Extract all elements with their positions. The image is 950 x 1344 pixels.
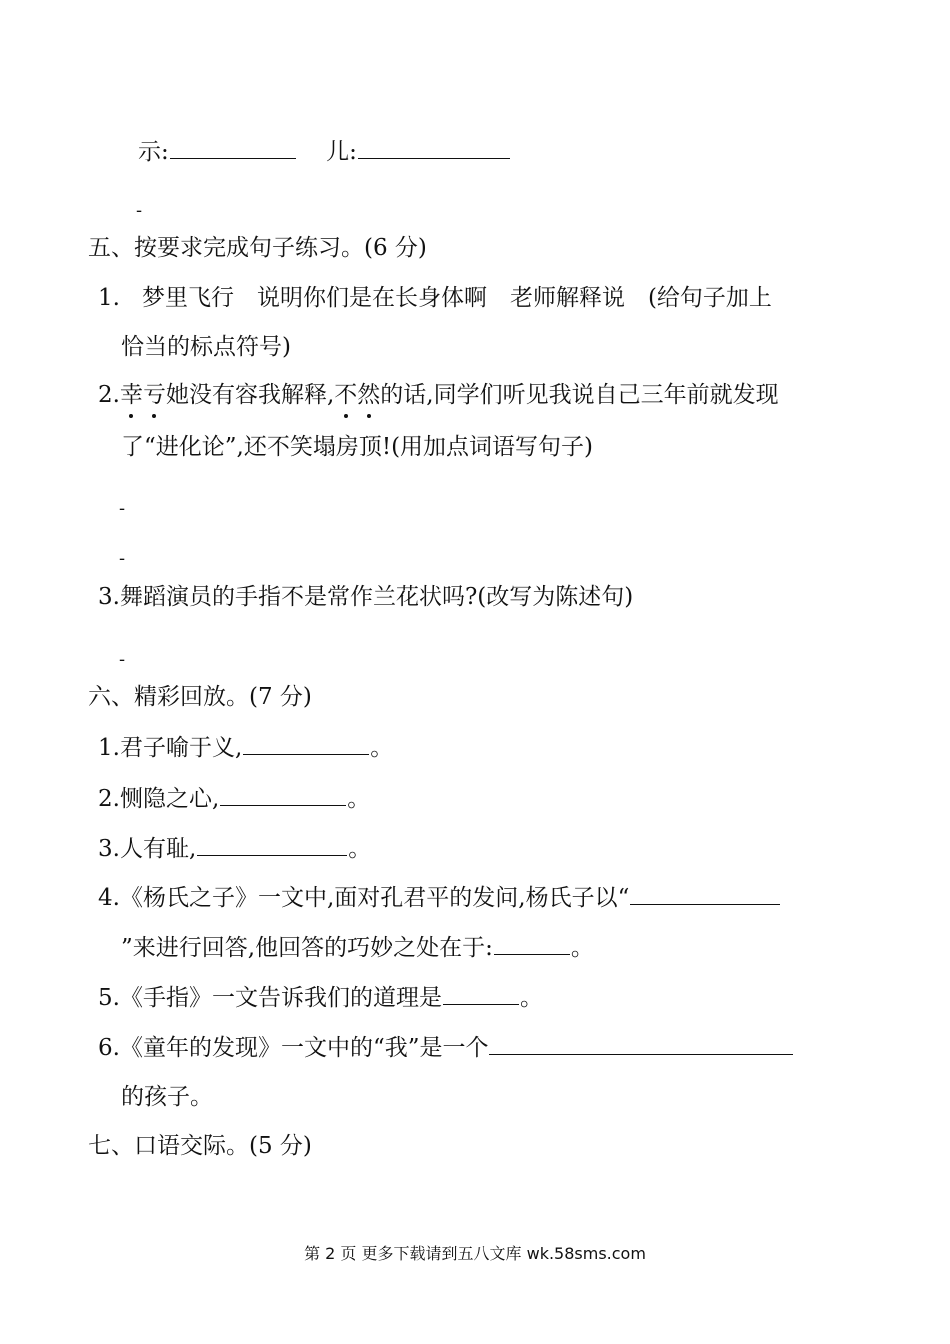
question-text: 2.恻隐之心, (98, 786, 220, 812)
answer-blank[interactable] (443, 982, 519, 1005)
dotted-char: 亏 (142, 382, 166, 408)
dotted-char: 然 (357, 382, 381, 408)
answer-blank[interactable] (243, 732, 369, 755)
question-text: ”来进行回答,他回答的巧妙之处在于: (121, 935, 493, 961)
s6-question-4-cont (121, 932, 594, 963)
answer-blank[interactable] (489, 1032, 793, 1055)
s6-question-4 (98, 882, 781, 913)
section-5-title: 五、按要求完成句子练习。(6 分) (88, 235, 427, 261)
s5-question-2-cont: 了“进化论”,还不笑塌房顶!(用加点词语写句子) (121, 434, 594, 460)
question-text: 4.《杨氏之子》一文中,面对孔君平的发问,杨氏子以“ (98, 885, 630, 911)
carryover-line (138, 136, 511, 167)
carryover-label-a: 示: (138, 139, 169, 165)
answer-line-dash: - (136, 200, 143, 221)
dotted-char: 幸 (119, 382, 143, 408)
page-footer: 第 2 页 更多下载请到五八文库 wk.58sms.com (304, 1244, 646, 1263)
s6-question-6-cont: 的孩子。 (121, 1084, 213, 1110)
question-text: 6.《童年的发现》一文中的“我”是一个 (98, 1035, 489, 1061)
s5-question-1-cont: 恰当的标点符号) (121, 334, 291, 360)
answer-blank[interactable] (630, 882, 780, 905)
answer-blank[interactable] (197, 833, 347, 856)
section-6-title: 六、精彩回放。(7 分) (88, 684, 312, 710)
question-text: 3.人有耻, (98, 836, 197, 862)
answer-blank[interactable] (220, 783, 346, 806)
s5-question-1 (98, 283, 772, 313)
period: 。 (348, 836, 372, 862)
s5-question-2 (98, 380, 779, 410)
question-text: 她没有容我解释, (165, 382, 335, 408)
section-7-title: 七、口语交际。(5 分) (88, 1133, 312, 1159)
question-text: 梦里飞行 说明你们是在长身体啊 老师解释说 (给句子加上 (141, 285, 772, 311)
period: 。 (347, 786, 371, 812)
question-number: 2. (98, 382, 120, 408)
s6-question-3 (98, 833, 371, 864)
s6-question-6 (98, 1032, 794, 1063)
period: 。 (370, 735, 394, 761)
question-number: 1. (98, 285, 120, 311)
s6-question-2 (98, 783, 370, 814)
answer-line-dash: - (119, 649, 126, 670)
question-text: 的话,同学们听见我说自己三年前就发现 (380, 382, 779, 408)
s5-question-3: 3.舞蹈演员的手指不是常作兰花状吗?(改写为陈述句) (98, 584, 634, 610)
answer-blank[interactable] (494, 932, 570, 955)
s6-question-1 (98, 732, 393, 763)
question-text: 5.《手指》一文告诉我们的道理是 (98, 985, 442, 1011)
dotted-char: 不 (334, 382, 358, 408)
carryover-label-b: 儿: (326, 139, 357, 165)
period: 。 (519, 985, 543, 1011)
answer-line-dash: - (119, 548, 126, 569)
answer-blank[interactable] (358, 136, 510, 159)
period: 。 (570, 935, 594, 961)
s6-question-5 (98, 982, 543, 1013)
answer-blank[interactable] (170, 136, 296, 159)
answer-line-dash: - (119, 498, 126, 519)
question-text: 1.君子喻于义, (98, 735, 243, 761)
